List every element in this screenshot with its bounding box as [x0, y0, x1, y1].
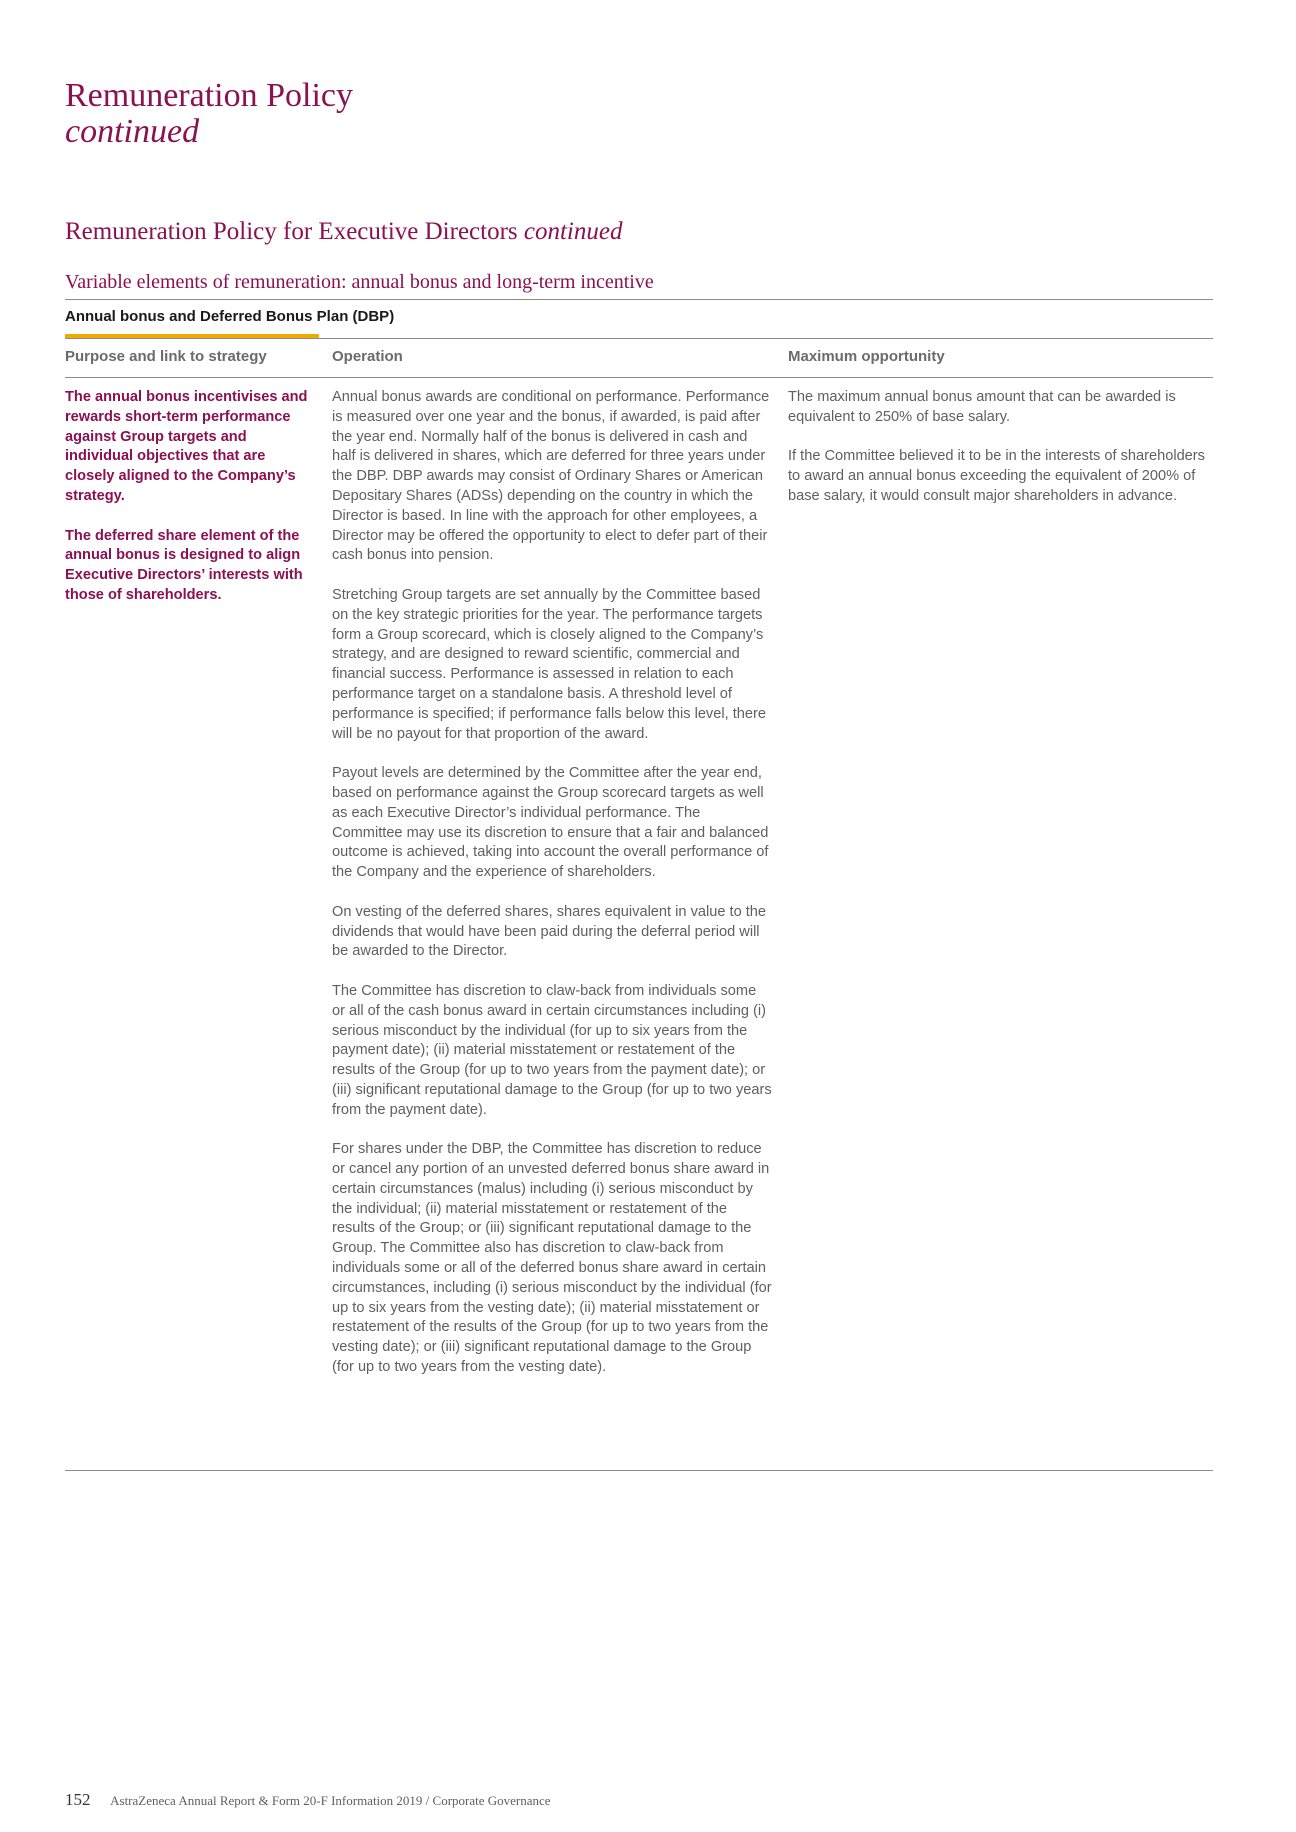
operation-paragraph: Payout levels are determined by the Committee after the year end, based on performance against the Group scorecard targets as well as each Executive Director’s individual performance. The Committee may use its discretion to ensure that a fair and balanced outcome is achieved, taking into account the overall performance of the Company and the experience of shareholders.	[332, 765, 769, 881]
table-label: Annual bonus and Deferred Bonus Plan (DBP)	[65, 308, 395, 325]
page-title	[65, 78, 353, 149]
maximum-paragraph: If the Committee believed it to be in the interests of shareholders to award an annual bonus exceeding the equivalent of 200% of base salary, it would consult major shareholders in advance.	[788, 448, 1205, 504]
section-heading-text: Remuneration Policy for Executive Directors	[65, 218, 518, 245]
maximum-paragraph: The maximum annual bonus amount that can be awarded is equivalent to 250% of base salary.	[788, 389, 1176, 425]
page-title-continued: continued	[65, 112, 200, 150]
footer-text: AstraZeneca Annual Report & Form 20-F Information 2019 / Corporate Governance	[110, 1793, 551, 1808]
divider-header	[65, 377, 1213, 378]
subsection-heading: Variable elements of remuneration: annual bonus and long-term incentive	[65, 271, 654, 293]
column-header-operation: Operation	[332, 348, 403, 365]
purpose-paragraph: The deferred share element of the annual bonus is designed to align Executive Directors’ interests with those of shareholders.	[65, 527, 303, 603]
footer	[65, 1790, 551, 1810]
page-number: 152	[65, 1790, 91, 1809]
section-heading-continued: continued	[523, 218, 623, 245]
operation-paragraph: Annual bonus awards are conditional on performance. Performance is measured over one year and the bonus, if awarded, is paid after the year end. Normally half of the bonus is delivered in cash and half is delivered in shares, which are deferred for three years under the DBP. DBP awards may consist of Ordinary Shares or American Depositary Shares (ADSs) depending on the country in which the Director is based. In line with the approach for other employees, a Director may be offered the opportunity to elect to defer part of their cash bonus into pension.	[332, 389, 770, 564]
column-header-purpose: Purpose and link to strategy	[65, 348, 267, 365]
purpose-column	[65, 388, 315, 626]
operation-paragraph: Stretching Group targets are set annually by the Committee based on the key strategic priorities for the year. The performance targets form a Group scorecard, which is closely aligned to the Company’s strategy, and are designed to reward scientific, commercial and financial success. Performance is assessed in relation to each performance target on a standalone basis. A threshold level of performance is specified; if performance falls below this level, there will be no payout for that proportion of the award.	[332, 586, 766, 742]
column-header-maximum: Maximum opportunity	[788, 348, 945, 365]
section-heading	[65, 218, 622, 246]
divider-label	[65, 338, 1213, 339]
divider-top	[65, 299, 1213, 300]
operation-paragraph: The Committee has discretion to claw-back from individuals some or all of the cash bonus award in certain circumstances including (i) serious misconduct by the individual (for up to six years from the payment date); (ii) material misstatement or restatement of the results of the Group (for up to two years from the payment date); or (iii) significant reputational damage to the Group (for up to two years from the payment date).	[332, 982, 772, 1118]
maximum-column	[788, 388, 1208, 527]
divider-bottom	[65, 1470, 1213, 1471]
operation-column	[332, 388, 772, 1398]
page-title-text: Remuneration Policy	[65, 77, 354, 114]
operation-paragraph: For shares under the DBP, the Committee has discretion to reduce or cancel any portion of an unvested deferred bonus share award in certain circumstances (malus) including (i) serious misconduct by the individual; (ii) material misstatement or restatement of the results of the Group; or (iii) significant reputational damage to the Group. The Committee also has discretion to claw-back from individuals some or all of the deferred bonus share award in certain circumstances, including (i) serious misconduct by the individual (for up to six years from the vesting date); (ii) material misstatement or restatement of the results of the Group (for up to two years from the vesting date); or (iii) significant reputational damage to the Group (for up to two years from the vesting date).	[332, 1141, 772, 1376]
purpose-paragraph: The annual bonus incentivises and rewards short-term performance against Group targets and individual objectives that are closely aligned to the Company’s strategy.	[65, 389, 308, 504]
operation-paragraph: On vesting of the deferred shares, shares equivalent in value to the dividends that would have been paid during the deferral period will be awarded to the Director.	[332, 903, 767, 960]
